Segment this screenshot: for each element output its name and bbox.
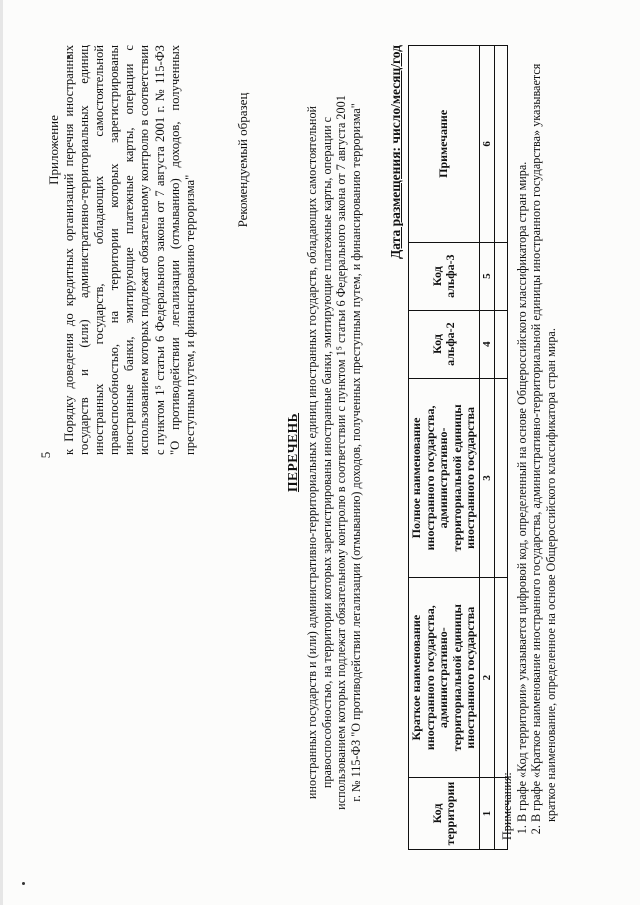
appendix-title: Приложение — [46, 115, 61, 185]
column-header-territory-code: Код территории — [409, 778, 480, 850]
sample-label: Рекомендуемый образец — [235, 92, 250, 228]
note-item: 1. В графе «Код территории» указывается цифровой код, определенный на основе Общероссийского классификатора стран мира. — [515, 40, 530, 822]
column-header-alpha3: Код альфа-3 — [409, 242, 480, 310]
column-number: 5 — [480, 242, 495, 310]
appendix-reference-text: к Порядку доведения до кредитных организаций перечня иностранных государств и (или) административно-территориальных единиц иностранных государств, обладающих самостоятельной правоспособностью, на территории которых зарегистрированы иностранные банки, эмитирующие платежные карты, операции с использованием которых подлежат обязательному контролю в соответствии с пунктом 1⁵ статьи 6 Федерального закона от 7 августа 2001 г. № 115-ФЗ "О противодействии легализации (отмыванию) доходов, полученных преступным путем, и финансированию терроризма" — [62, 45, 197, 455]
date-placement-line: Дата размещения: число/месяц/год — [388, 45, 403, 260]
column-header-short-name: Краткое наименование иностранного государства, административно-территориальной единицы иностранного государства — [409, 578, 480, 778]
note-item: 2. В графе «Краткое наименование иностранного государства, административно-территориальной единицы иностранного государства» указывается краткое наименование, определенное на основе Общероссийского классификатора стран мира. — [529, 40, 558, 822]
column-header-note: Примечание — [409, 46, 480, 243]
page-number: 5 — [38, 451, 53, 459]
notes-heading: Примечания: — [500, 772, 514, 840]
list-subtitle: иностранных государств и (или) административно-территориальных единиц иностранных государств, обладающих самостоятельной правоспособностью, на территории которых зарегистрированы иностранные банки, эмитирующие платежные карты, операции с использованием которых подлежат обязательному контролю в соответствии с пунктом 1⁵ статьи 6 Федерального закона от 7 августа 2001 г. № 115-ФЗ "О противодействии легализации (отмыванию) доходов, полученных преступным путем, и финансированию терроризма" — [305, 95, 363, 810]
list-title: ПЕРЕЧЕНЬ — [285, 412, 300, 493]
notes-section — [500, 40, 558, 840]
column-number-row — [480, 46, 495, 850]
notes-list — [515, 40, 559, 840]
column-number: 1 — [480, 778, 495, 850]
column-number: 4 — [480, 310, 495, 378]
column-header-alpha2: Код альфа-2 — [409, 310, 480, 378]
column-number: 6 — [480, 46, 495, 243]
column-header-full-name: Полное наименование иностранного государства, административно-территориальной единицы иностранного государства — [409, 378, 480, 578]
table-header-row — [409, 46, 480, 850]
list-table — [408, 45, 508, 850]
column-number: 3 — [480, 378, 495, 578]
column-number: 2 — [480, 578, 495, 778]
